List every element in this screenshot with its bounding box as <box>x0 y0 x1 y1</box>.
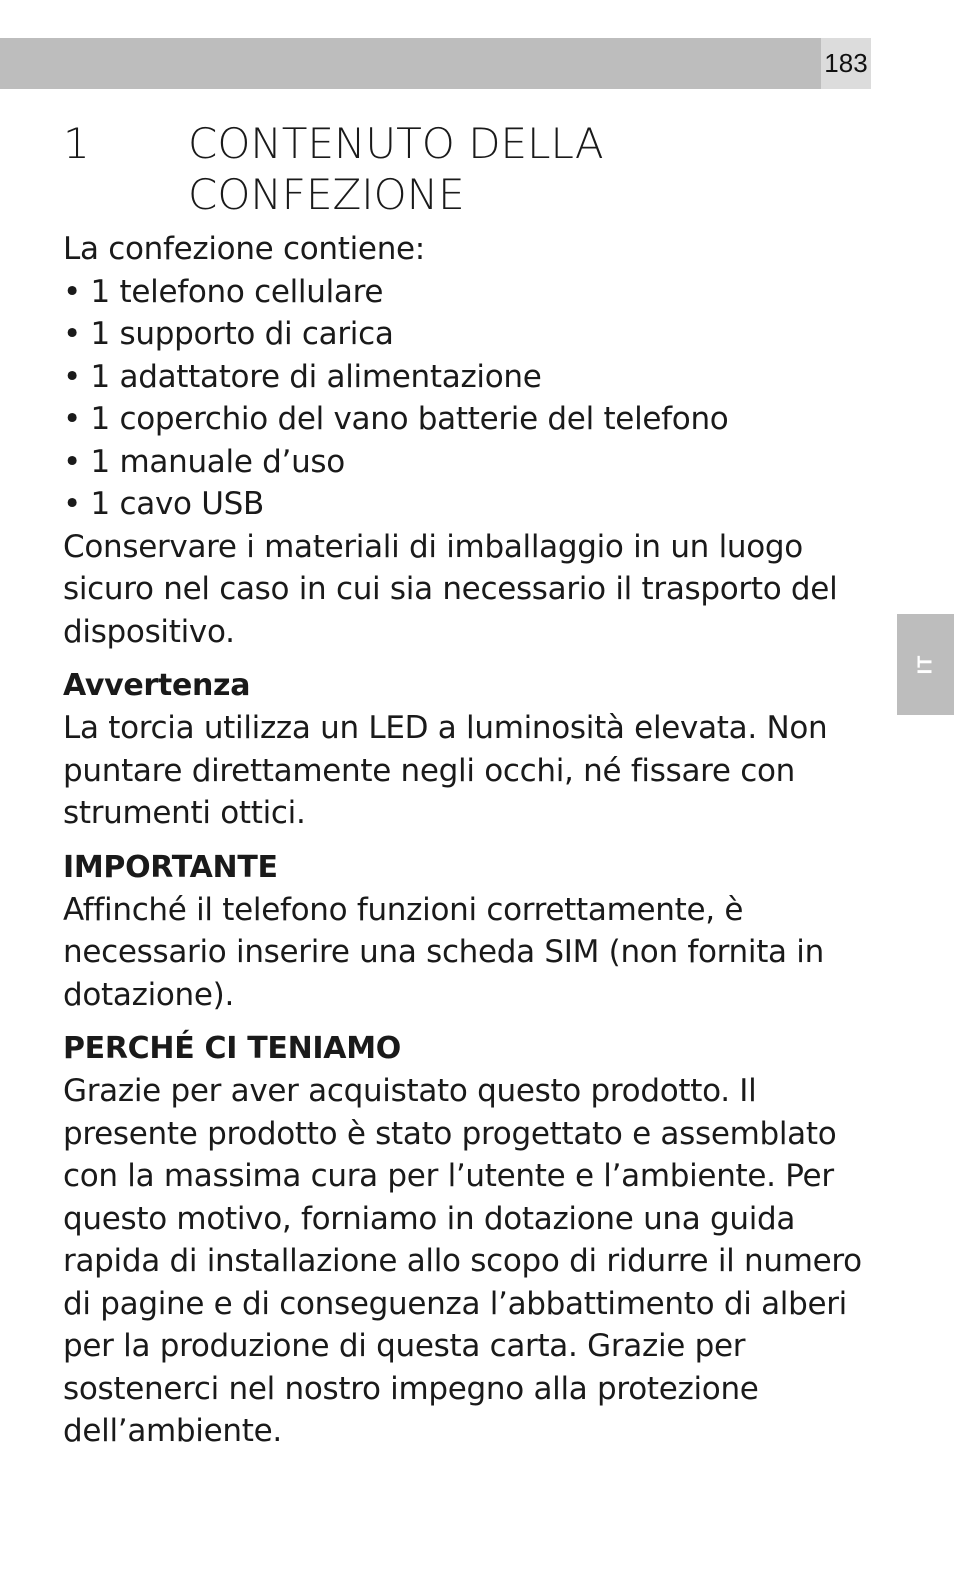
list-item: • 1 telefono cellulare <box>63 273 384 310</box>
warning-heading: Avvertenza <box>63 668 251 703</box>
language-tab <box>897 614 954 715</box>
important-text: Affinché il telefono funzioni correttamente, è necessario inserire una scheda SIM (non fornita in dotazione). <box>63 891 824 1013</box>
intro-text: La confezione contiene: <box>63 231 425 267</box>
warning-section <box>63 665 873 835</box>
page-number: 183 <box>821 38 871 89</box>
storage-note: Conservare i materiali di imballaggio in un luogo sicuro nel caso in cui sia necessario il trasporto del dispositivo. <box>63 528 838 650</box>
why-we-care-section <box>63 1028 873 1453</box>
important-section <box>63 847 873 1017</box>
why-we-care-text: Grazie per aver acquistato questo prodotto. Il presente prodotto è stato progettato e assemblato con la massima cura per l’utente e l’ambiente. Per questo motivo, forniamo in dotazione una guida rapida di installazione allo scopo di ridurre il numero di pagine e di conseguenza l’abbattimento di alberi per la produzione di questa carta. Grazie per sostenerci nel nostro impegno alla protezione dell’ambiente. <box>63 1073 862 1449</box>
list-item: • 1 cavo USB <box>63 486 264 522</box>
list-item: • 1 coperchio del vano batterie del telefono <box>63 401 729 437</box>
why-we-care-heading: PERCHÉ CI TENIAMO <box>63 1031 401 1066</box>
page-content <box>63 118 873 1453</box>
chapter-number: 1 <box>63 119 90 168</box>
header-band <box>0 38 821 89</box>
list-item: • 1 supporto di carica <box>63 316 394 352</box>
package-contents-list <box>63 271 873 526</box>
language-tab-label: IT <box>914 654 936 675</box>
important-heading: IMPORTANTE <box>63 849 278 885</box>
warning-text: La torcia utilizza un LED a luminosità elevata. Non puntare direttamente negli occhi, né fissare con strumenti ottici. <box>63 710 828 831</box>
list-item: • 1 adattatore di alimentazione <box>63 358 542 395</box>
chapter-heading <box>63 118 873 220</box>
list-item: • 1 manuale d’uso <box>63 443 345 480</box>
chapter-title: CONTENUTO DELLA CONFEZIONE <box>188 119 604 219</box>
